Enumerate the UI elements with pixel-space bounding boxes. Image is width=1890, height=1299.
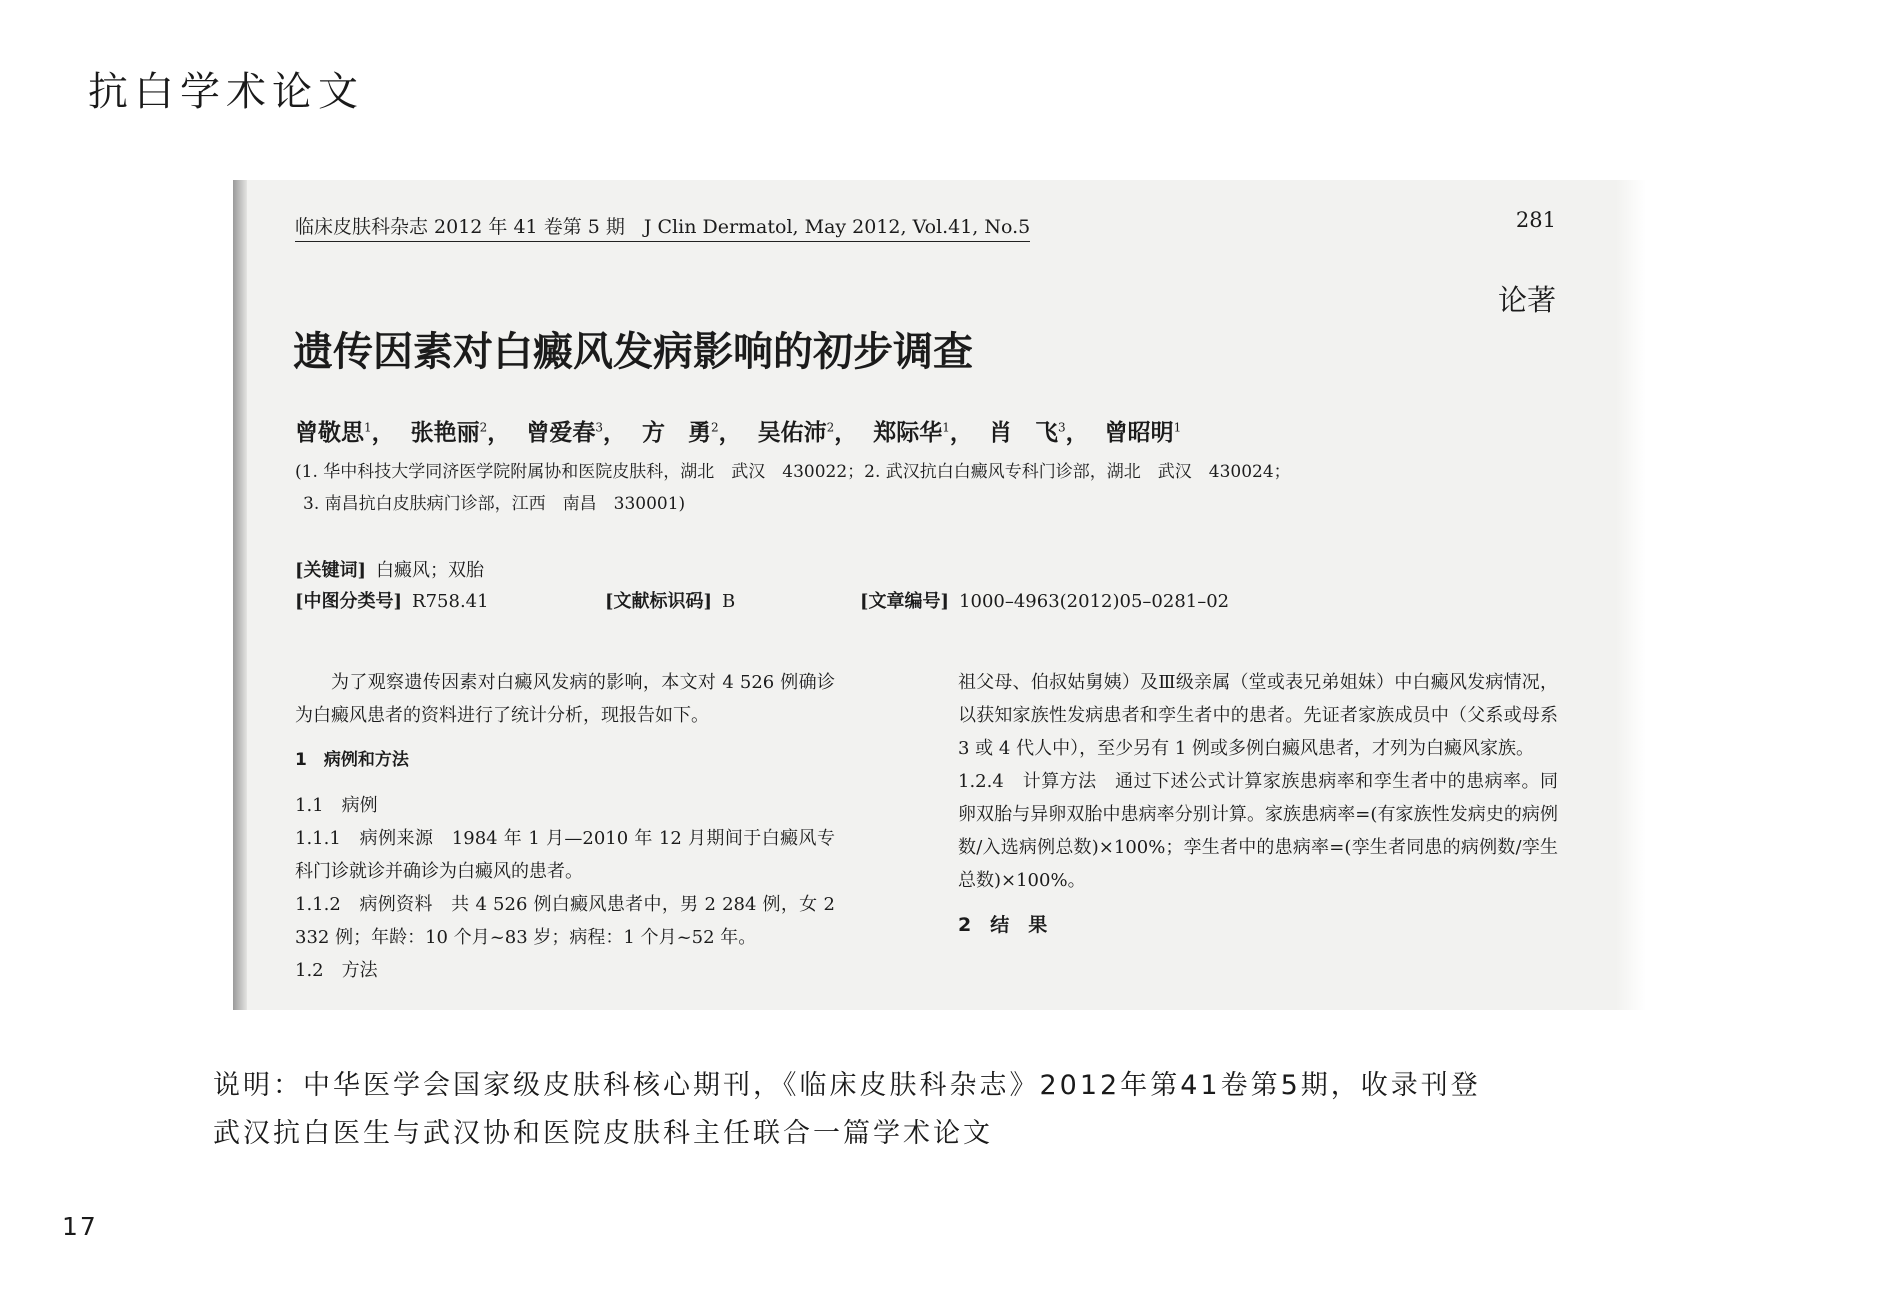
author: 肖 飞$^3$， [988,419,1089,446]
author: 张艳丽$^2$， [410,419,511,446]
body-paragraph: 1.1.1 病例来源 1984 年 1 月—2010 年 12 月期间于白癜风专科门诊就诊并确诊为白癜风的患者。 [295,828,835,882]
body-column-right [958,666,1558,942]
author: 方 勇$^2$， [641,419,742,446]
article-title: 遗传因素对白癜风发病影响的初步调查 [293,329,973,375]
section-type-label: 论著 [1497,283,1556,317]
article-number-value: 1000–4963(2012)05–0281–02 [959,591,1230,612]
body-paragraph: 祖父母、伯叔姑舅姨）及Ⅲ级亲属（堂或表兄弟姐妹）中白癜风发病情况，以获知家族性发病患者和孪生者中的患者。先证者家族成员中（父系或母系 3 或 4 代人中），至少另有 1 例或多例白癜风患者，才列为白癜风家族。 [958,672,1558,759]
author: 吴佑沛$^2$， [757,419,858,446]
body-column-left [295,666,835,987]
classification-value: R758.41 [412,591,489,612]
section-heading: 2 结 果 [958,914,1048,936]
intro-paragraph: 为了观察遗传因素对白癜风发病的影响，本文对 4 526 例确诊为白癜风患者的资料进行了统计分析，现报告如下。 [295,672,835,726]
section-heading: 1 病例和方法 [295,750,409,770]
figure-caption [213,1062,1481,1158]
keywords-label: [关键词] [295,560,367,581]
classification-number [295,587,489,613]
page-number: 17 [62,1212,98,1241]
keywords-value: 白癜风；双胎 [376,560,485,581]
body-paragraph: 1.1.2 病例资料 共 4 526 例白癜风患者中，男 2 284 例，女 2 332 例；年龄：10 个月~83 岁；病程：1 个月~52 年。 [295,894,835,948]
journal-scan-image [233,180,1646,1010]
affiliation-line: (1. 华中科技大学同济医学院附属协和医院皮肤科，湖北 武汉 430022；2. 武汉抗白白癜风专科门诊部，湖北 武汉 430024； [295,462,1291,482]
document-code-label: [文献标识码] [605,591,713,612]
caption-line: 武汉抗白医生与武汉协和医院皮肤科主任联合一篇学术论文 [213,1118,993,1149]
author-list [295,414,1189,447]
document-code-value: B [722,591,736,612]
author: 曾昭明$^1$ [1104,419,1182,446]
article-number-label: [文章编号] [860,591,950,612]
subsection-heading: 1.1 病例 [295,795,378,816]
body-paragraph: 1.2.4 计算方法 通过下述公式计算家族患病率和孪生者中的患病率。同卵双胎与异卵双胎中患病率分别计算。家族患病率=(有家族性发病史的病例数/入选病例总数)×100%；孪生者中的患病率=(孪生者同患的病例数/孪生总数)×100%。 [958,771,1558,891]
journal-running-head: 临床皮肤科杂志 2012 年 41 卷第 5 期 J Clin Dermatol, May 2012, Vol.41, No.5 [295,212,1030,242]
author: 曾敬思$^1$， [295,419,395,446]
classification-label: [中图分类号] [295,591,403,612]
caption-line: 说明：中华医学会国家级皮肤科核心期刊，《临床皮肤科杂志》2012年第41卷第5期，收录刊登 [213,1070,1481,1101]
keywords [295,556,484,582]
page-header-title: 抗白学术论文 [88,69,364,115]
subsection-heading: 1.2 方法 [295,960,378,981]
journal-page-number: 281 [1515,208,1556,232]
author: 曾爱春$^3$， [526,419,626,446]
article-number [860,587,1229,613]
affiliation-line: 3. 南昌抗白皮肤病门诊部，江西 南昌 330001) [303,494,686,514]
document-code [605,587,735,613]
author: 郑际华$^1$， [873,419,973,446]
